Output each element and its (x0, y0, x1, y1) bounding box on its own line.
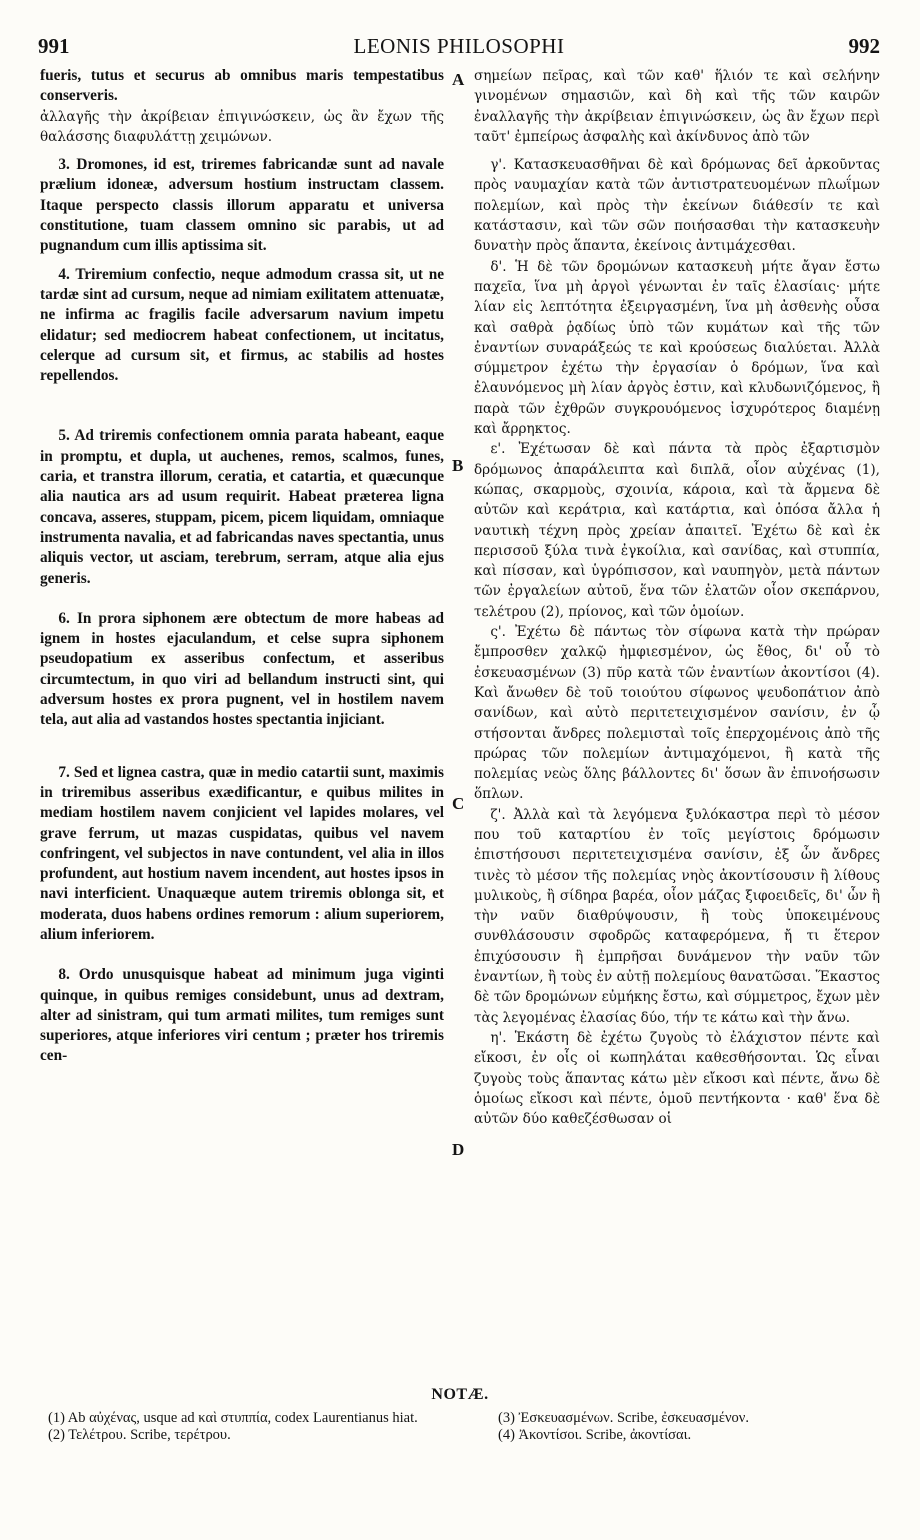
greek-paragraph: η'. Ἑκάστη δὲ ἐχέτω ζυγοὺς τὸ ἐλάχιστον πέντε καὶ εἴκοσι, ἐν οἷς οἱ κωπηλάται καθεσθήσονται. Ὡς εἶναι ζυγοὺς τοὺς ἅπαντας κάτω μὲν εἴκοσι καὶ πέντε, ἄνω δὲ ὁμοίως εἴκοσι καὶ πέντε, ὁμοῦ πεντήκοντα · καθ' ἕνα δὲ αὐτῶν δύο καθεζέσθωσαν οἱ (474, 1029, 880, 1128)
footnotes-right (498, 1410, 898, 1444)
latin-paragraph: 3. Dromones, id est, triremes fabricandæ sunt ad navale prælium idoneæ, adversum hostium instructam classem. Itaque perspecto classis illorum apparatu et universa constitutione, tuam classem omnino sic parabis, ut ad pugnandum cum illis aptissima sit. (40, 156, 444, 255)
greek-paragraph: γ'. Κατασκευασθῆναι δὲ καὶ δρόμωνας δεῖ ἀρκοῦντας πρὸς ναυμαχίαν κατὰ τῶν ἀντιστρατευομένων πλωΐμων πολεμίων, καὶ πρὸς τὴν ἐκείνων διάθεσίν τε καὶ κατάστασιν, καὶ τῶν σῶν ποιήσασθαι τὴν κατασκευὴν δυνατὴν πρὸς ἅπαντα, ἐκείνοις ἀντιμάχεσθαι. (474, 157, 880, 255)
margin-marker-c: C (452, 794, 465, 813)
latin-paragraph: 6. In prora siphonem ære obtectum de more habeas ad ignem in hostes ejaculandum, et celse supra siphonem pseudopatium ex asseribus confectum, et asseribus circumtectum, in quo viri ad bellandum instructi sint, qui adversum hostes ex prora pugnent, vel in hostilem navem tela, aut alia ad vastandos hostes spectantia injiciant. (40, 609, 444, 729)
latin-paragraph: 5. Ad triremis confectionem omnia parata habeant, eaque in promptu, et dupla, ut auchenes, remos, scalmos, funes, caria, et transtra illorum, ceratia, et catartia, et quæcunque alia nautica ars ad usum requirit. Habeat præterea ligna concava, asseres, stuppam, picem, picem liquidam, omniaque instrumenta navalia, et ad fabricandas naves spectantia, unus aliquis vector, ut asciam, terebrum, serram, atque alia ejus generis. (40, 427, 444, 587)
latin-column (40, 66, 444, 1067)
greek-paragraph: ς'. Ἐχέτω δὲ πάντως τὸν σίφωνα κατὰ τὴν πρώραν ἔμπροσθεν χαλκῷ ἠμφιεσμένον, ὡς ἔθος, δι' οὗ τὸ ἐσκευασμένων (3) πῦρ κατὰ τῶν ἐναντίων ἀκοντίσοι (4). Καὶ ἄνωθεν δὲ τοῦ τοιούτου σίφωνος ψευδοπάτιον ἀπὸ σανίδων, καὶ αὐτὸ περιτετειχισμένον σανίσιν, ἐν ᾧ στήσονται ἄνδρες πολεμισταὶ τοῖς ἐπερχομένοις ἀπὸ τῆς πρώρας τῶν πολεμίων ἀντιμαχόμενοι, ἢ κατὰ τῆς πολεμίας νεὼς ὅλης βάλλοντες δι' ὅσων ἂν ἐπινοήσωσιν ὅπλων. (474, 624, 880, 803)
latin-paragraph: 7. Sed et lignea castra, quæ in medio catartii sunt, maximis in triremibus asseribus exædificantur, e quibus milites in mediam hostilem navem conjicient vel lapides molares, vel grave ferrum, ut mazas cuspidatas, quibus vel navem confringent, vel subjectos in nave contundent, vel alia in illos profundent, aut hostium navem incendent, aut hostes ipsos in navi interficient. Unaquæque autem triremis oblonga sit, et moderata, duos habens ordines remorum : alium superiorem, alium inferiorem. (40, 763, 444, 943)
footnotes-left (48, 1410, 468, 1444)
latin-paragraph: 4. Triremium confectio, neque admodum crassa sit, ut ne tardæ sint ad cursum, neque ad nimiam exilitatem attenuatæ, ne infirma ac fragilis facile adversarum navium impetu elidatur; sed mediocrem habeat confectionem, ut incitatus, celerque ad cursum sit, et firmus, ac stabilis ad hostes repellendos. (40, 265, 444, 385)
footnote: (3) Ἐσκευασμένων. Scribe, ἐσκευασμένον. (498, 1410, 749, 1426)
margin-marker-d: D (452, 1140, 465, 1159)
footnote: (2) Τελέτρου. Scribe, τερέτρου. (48, 1427, 231, 1443)
footnote: (4) Ἀκοντίσοι. Scribe, ἀκοντίσαι. (498, 1427, 692, 1443)
running-title: LEONIS PHILOSOPHI (353, 34, 565, 58)
greek-paragraph: ε'. Ἐχέτωσαν δὲ καὶ πάντα τὰ πρὸς ἐξαρτισμὸν δρόμωνος ἀπαράλειπτα καὶ διπλᾶ, οἷον αὐχένας (1), κώπας, σκαρμοὺς, σχοινία, κάροια, καὶ τὰ ἄρμενα δὲ αὐτῶν καὶ κεράτρια, καὶ κατάρτια, καὶ ὁπόσα ἄλλα ἡ ναυτικὴ τέχνη πρὸς χρείαν ἀπαιτεῖ. Ἐχέτω δὲ καὶ ἐκ περισσοῦ ξύλα τινὰ ἐγκοίλια, καὶ σανίδας, καὶ στυππία, καὶ πίσσαν, καὶ ὑγρόπισσον, καὶ ναυπηγὸν, μετὰ πάντων τῶν ἐργαλείων αὐτοῦ, ἕνα τῶν ἐλατῶν οἷον σκεπάρνου, τελέτρου (2), πρίονος, καὶ τῶν ὁμοίων. (474, 441, 880, 620)
page-number-left: 991 (38, 34, 70, 58)
latin-paragraph-greek-line: ἀλλαγῆς τὴν ἀκρίβειαν ἐπιγινώσκειν, ὡς ἂν ἔχων τῆς θαλάσσης διαφυλάττῃ χειμώνων. (40, 108, 444, 145)
notes-heading: NOTÆ. (431, 1386, 489, 1403)
page-header (38, 34, 880, 64)
margin-marker-b: B (452, 456, 464, 475)
greek-paragraph: σημείων πεῖρας, καὶ τῶν καθ' ἥλιόν τε καὶ σελήνην γινομένων σημασιῶν, καὶ δὴ καὶ τῆς τῶν καιρῶν ἐναλλαγῆς τὴν ἀκρίβειαν ἐπιγινώσκειν, ὡς ἂν ἔχων περὶ ταῦτ' ἐμπείρως ἀσφαλὴς καὶ ἀκίνδυνος ἀπὸ τῶν (474, 68, 880, 145)
margin-marker-a: A (452, 70, 465, 89)
greek-paragraph: δ'. Ἡ δὲ τῶν δρομώνων κατασκευὴ μήτε ἄγαν ἔστω παχεῖα, ἵνα μὴ ἀργοὶ γένωνται ἐν ταῖς ἐλασίαις· μήτε λίαν εἰς λεπτότητα ἐξειργασμένη, ἵνα μὴ ἀσθενὴς οὖσα καὶ σαθρὰ ῥᾳδίως ὑπὸ τῶν κυμάτων καὶ τῆς τῶν ἐναντίων συναράξεώς τε καὶ κρούσεως διαλύεται. Ἀλλὰ σύμμετρον ἐχέτω τὴν ἐργασίαν ὁ δρόμων, ἵνα καὶ ἐλαυνόμενος μὴ λίαν ἀργὸς ἐστιν, καὶ κλυδωνιζόμενος, ἢ παρὰ τῶν ἐχθρῶν συγκρουόμενος ἰσχυρότερος διαμένῃ καὶ ἄρρηκτος. (474, 258, 880, 438)
page-number-right: 992 (848, 34, 880, 58)
greek-paragraph: ζ'. Ἀλλὰ καὶ τὰ λεγόμενα ξυλόκαστρα περὶ τὸ μέσον που τοῦ καταρτίου ἐν τοῖς μεγίστοις δρόμωσιν ἐπιστήσουσι περιτετειχισμένα σανίσιν, ἐξ ὧν ἄνδρες τινὲς τὸ μέσον τῆς πολεμίας νηὸς ἀκοντίσουσιν ἢ λίθους μυλικοὺς, ἢ σίδηρα βαρέα, οἷον μάζας ξιφοειδεῖς, δι' ὧν ἢ τὴν ναῦν διαθρύψουσιν, ἢ τοὺς ὑποκειμένους συνθλάσουσιν σφοδρῶς καταφερόμενα, ἤ τι ἕτερον ἐπιχύσουσιν ἢ ἐμπρῆσαι δυνάμενον τὴν ναῦν τῶν ἐναντίων, ἢ τοὺς ἐν αὐτῇ πολεμίους θανατῶσαι. Ἕκαστος δὲ τῶν δρομώνων εὐμήκης ἔστω, καὶ σύμμετρος, ἔχων μὲν τὰς λεγομένας ἐλασίας δύο, τήν τε κάτω καὶ τὴν ἄνω. (474, 806, 880, 1026)
greek-column (474, 66, 880, 1129)
latin-paragraph: fueris, tutus et securus ab omnibus maris tempestatibus conserveris. (40, 67, 444, 105)
latin-paragraph: 8. Ordo unusquisque habeat ad minimum juga viginti quinque, in quibus remiges considebunt, unus ad dextram, alter ad sinistram, qui tum armati milites, tum remiges sunt superiores, atque inferiores viri centum ; præter hos triremis cen- (40, 966, 444, 1065)
footnote: (1) Ab αὐχένας, usque ad καὶ στυππία, codex Laurentianus hiat. (48, 1410, 418, 1426)
